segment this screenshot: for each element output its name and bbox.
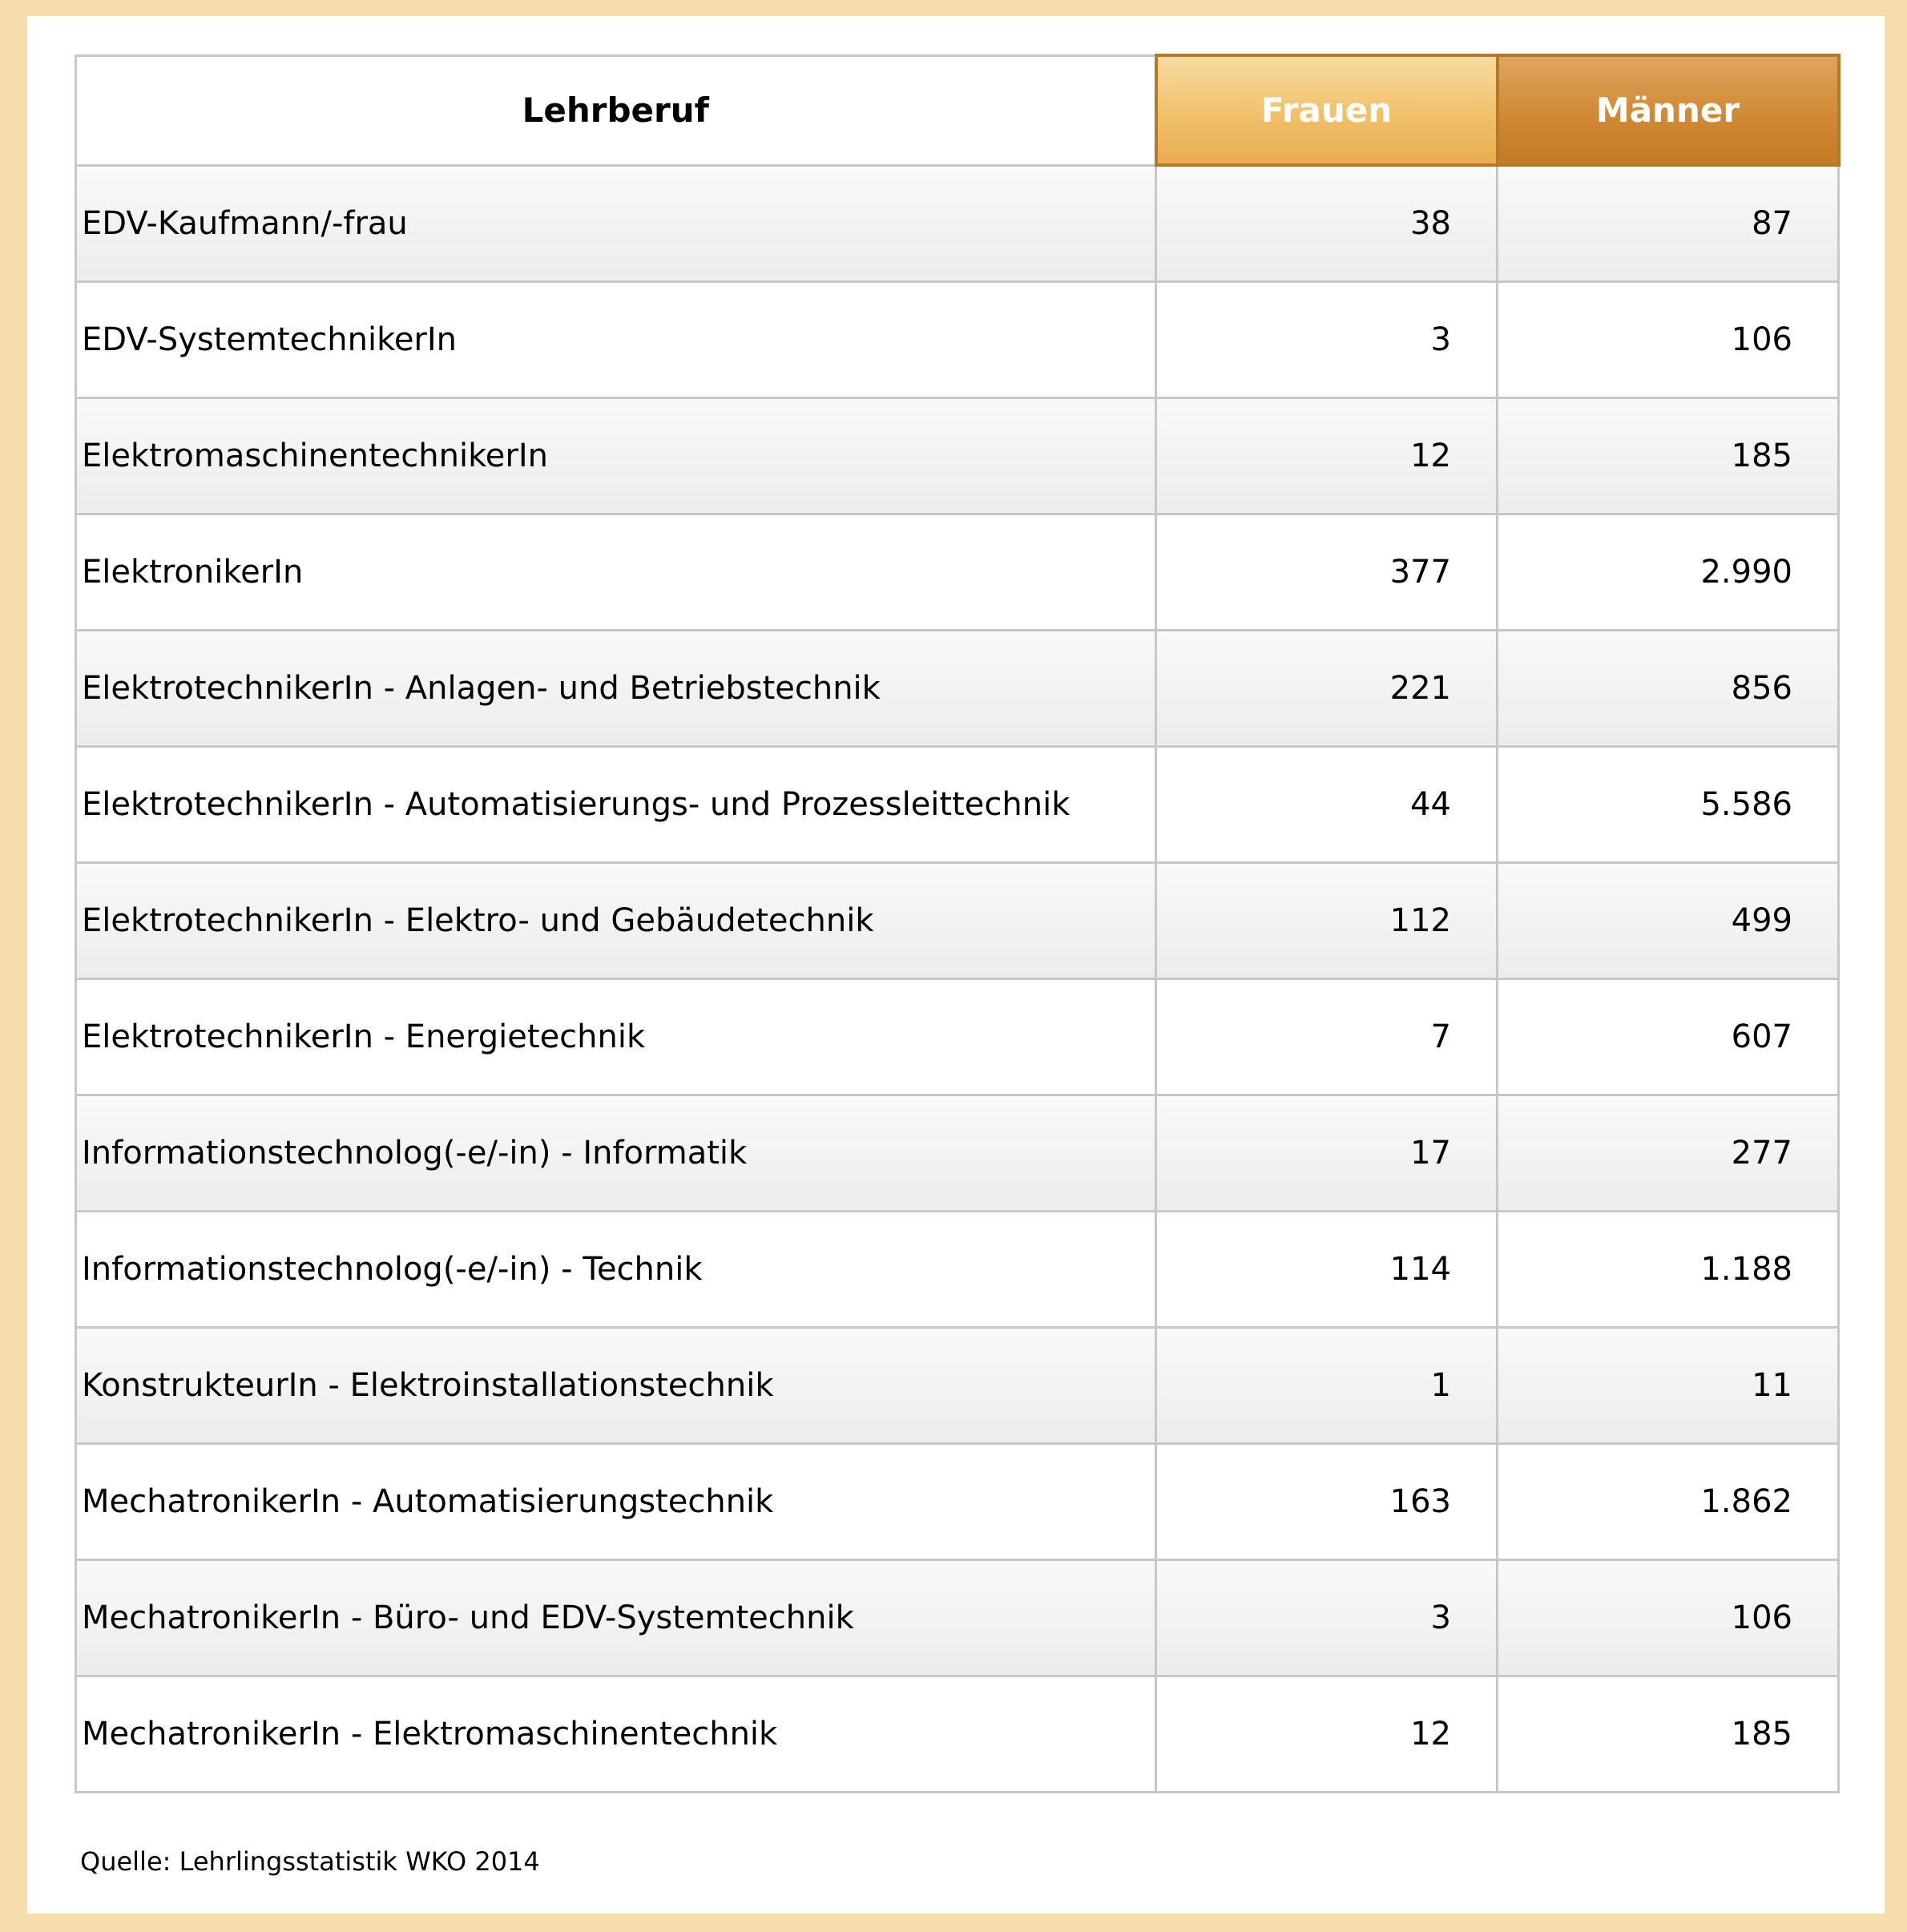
cell-maenner: 106: [1498, 1559, 1839, 1676]
cell-maenner: 185: [1498, 397, 1839, 514]
cell-maenner: 1.188: [1498, 1211, 1839, 1327]
table-row: [76, 1559, 1839, 1676]
cell-maenner: 277: [1498, 1095, 1839, 1211]
cell-frauen: 12: [1156, 1676, 1498, 1792]
cell-frauen: 112: [1156, 862, 1498, 978]
cell-frauen: 44: [1156, 746, 1498, 862]
cell-frauen: 377: [1156, 514, 1498, 630]
table-row: [76, 746, 1839, 862]
cell-maenner: 607: [1498, 978, 1839, 1095]
header-maenner: Männer: [1498, 55, 1839, 165]
table-row: [76, 1327, 1839, 1443]
table-row: [76, 630, 1839, 746]
table-row: [76, 165, 1839, 281]
cell-frauen: 38: [1156, 165, 1498, 281]
header-row: [76, 55, 1839, 165]
cell-lehrberuf: ElektrotechnikerIn - Elektro- und Gebäudetechnik: [76, 862, 1156, 978]
cell-frauen: 221: [1156, 630, 1498, 746]
table-row: [76, 862, 1839, 978]
cell-lehrberuf: ElektromaschinentechnikerIn: [76, 397, 1156, 514]
cell-lehrberuf: Informationstechnolog(-e/-in) - Informatik: [76, 1095, 1156, 1211]
cell-lehrberuf: ElektrotechnikerIn - Anlagen- und Betriebstechnik: [76, 630, 1156, 746]
cell-maenner: 87: [1498, 165, 1839, 281]
cell-frauen: 163: [1156, 1443, 1498, 1559]
table-row: [76, 978, 1839, 1095]
cell-lehrberuf: ElektronikerIn: [76, 514, 1156, 630]
cell-frauen: 17: [1156, 1095, 1498, 1211]
source-note: Quelle: Lehrlingsstatistik WKO 2014: [80, 1846, 540, 1877]
table-row: [76, 397, 1839, 514]
cell-frauen: 114: [1156, 1211, 1498, 1327]
cell-lehrberuf: MechatronikerIn - Automatisierungstechnik: [76, 1443, 1156, 1559]
cell-frauen: 3: [1156, 1559, 1498, 1676]
cell-maenner: 185: [1498, 1676, 1839, 1792]
cell-maenner: 499: [1498, 862, 1839, 978]
table-row: [76, 1676, 1839, 1792]
table-panel: [27, 16, 1885, 1914]
table-row: [76, 1095, 1839, 1211]
cell-maenner: 2.990: [1498, 514, 1839, 630]
cell-lehrberuf: EDV-Kaufmann/-frau: [76, 165, 1156, 281]
table-row: [76, 1443, 1839, 1559]
cell-lehrberuf: ElektrotechnikerIn - Energietechnik: [76, 978, 1156, 1095]
cell-maenner: 106: [1498, 281, 1839, 397]
cell-maenner: 11: [1498, 1327, 1839, 1443]
cell-lehrberuf: Informationstechnolog(-e/-in) - Technik: [76, 1211, 1156, 1327]
cell-frauen: 3: [1156, 281, 1498, 397]
cell-maenner: 856: [1498, 630, 1839, 746]
cell-lehrberuf: KonstrukteurIn - Elektroinstallationstechnik: [76, 1327, 1156, 1443]
cell-frauen: 7: [1156, 978, 1498, 1095]
cell-frauen: 12: [1156, 397, 1498, 514]
table-row: [76, 514, 1839, 630]
cell-lehrberuf: EDV-SystemtechnikerIn: [76, 281, 1156, 397]
table-row: [76, 1211, 1839, 1327]
cell-lehrberuf: MechatronikerIn - Elektromaschinentechnik: [76, 1676, 1156, 1792]
table-row: [76, 281, 1839, 397]
cell-lehrberuf: MechatronikerIn - Büro- und EDV-Systemtechnik: [76, 1559, 1156, 1676]
cell-lehrberuf: ElektrotechnikerIn - Automatisierungs- und Prozessleittechnik: [76, 746, 1156, 862]
data-table: [75, 54, 1840, 1793]
cell-maenner: 5.586: [1498, 746, 1839, 862]
cell-maenner: 1.862: [1498, 1443, 1839, 1559]
cell-frauen: 1: [1156, 1327, 1498, 1443]
header-lehrberuf: Lehrberuf: [76, 55, 1156, 165]
header-frauen: Frauen: [1156, 55, 1498, 165]
